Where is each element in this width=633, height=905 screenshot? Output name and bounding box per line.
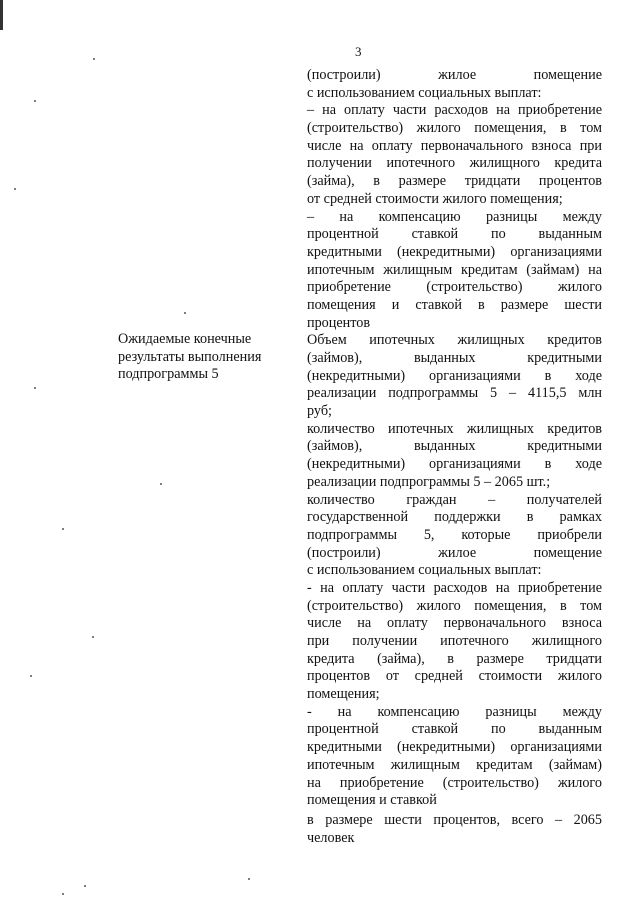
content-line: ипотечным жилищным кредитам (займам) [307, 756, 602, 773]
content-line: (займов), выданных кредитными [307, 350, 602, 366]
content-line: (построили) жилое помещение [307, 67, 602, 83]
content-line: с использованием социальных выплат: [307, 562, 542, 579]
content-line: кредитными (некредитными) организациями [307, 243, 602, 260]
content-line: числе на оплату первоначального взноса при [307, 137, 602, 154]
scan-edge-mark [0, 0, 3, 30]
scan-speck [14, 188, 16, 190]
table-cell-label [118, 330, 278, 383]
content-line: реализации подпрограммы 5 – 4115,5 млн [307, 385, 602, 402]
content-line: получении ипотечного жилищного кредита [307, 155, 602, 172]
label-line: результаты выполнения [118, 348, 262, 365]
content-line: государственной поддержки в рамках [307, 509, 602, 526]
scan-speck [248, 878, 250, 880]
content-line: помещения и ставкой в размере шести [307, 296, 602, 313]
content-line: руб; [307, 403, 332, 420]
content-line: – на оплату части расходов на приобретение [307, 102, 602, 119]
table-cell-content [307, 67, 602, 847]
content-line: (займов), выданных кредитными [307, 438, 602, 455]
content-line: от средней стоимости жилого помещения; [307, 190, 563, 207]
content-line: процентов [307, 314, 371, 331]
content-line: - на компенсацию разницы между [307, 703, 602, 720]
scan-speck [184, 312, 186, 314]
scan-speck [62, 893, 64, 895]
content-line: кредита (займа), в размере тридцати [307, 650, 602, 667]
content-line: кредитными (некредитными) организациями [307, 739, 602, 756]
content-line: подпрограммы 5, которые приобрели [307, 526, 602, 543]
content-line: (построили) жилое помещение [307, 544, 602, 561]
content-line: на приобретение (строительство) жилого [307, 774, 602, 791]
content-line: (займа), в размере тридцати процентов [307, 173, 602, 190]
content-line: реализации подпрограммы 5 – 2065 шт.; [307, 473, 551, 490]
content-line: количество ипотечных жилищных кредитов [307, 420, 602, 437]
content-line: ипотечным жилищным кредитам (займам) на [307, 261, 602, 278]
content-line: процентной ставкой по выданным [307, 226, 602, 243]
scan-speck [92, 636, 94, 638]
scan-speck [34, 387, 36, 389]
label-line: подпрограммы 5 [118, 366, 219, 383]
scan-speck [160, 483, 162, 485]
content-line: помещения и ставкой [307, 792, 437, 809]
content-line: - на оплату части расходов на приобретение [307, 579, 602, 596]
content-line: помещения; [307, 686, 380, 703]
content-line: числе на оплату первоначального взноса [307, 615, 602, 632]
content-line: количество граждан – получателей [307, 491, 602, 508]
content-line: (некредитными) организациями в ходе [307, 367, 602, 384]
content-line: процентной ставкой по выданным [307, 721, 602, 738]
content-line: процентов от средней стоимости жилого [307, 668, 602, 685]
content-line: (строительство) жилого помещения, в том [307, 597, 602, 614]
scan-speck [34, 100, 36, 102]
scan-speck [84, 885, 86, 887]
content-line: приобретение (строительство) жилого [307, 279, 602, 296]
content-line: (некредитными) организациями в ходе [307, 456, 602, 473]
content-line: (строительство) жилого помещения, в том [307, 120, 602, 137]
content-line: человек [307, 829, 355, 846]
content-line: при получении ипотечного жилищного [307, 633, 602, 649]
scan-speck [30, 675, 32, 677]
content-line: – на компенсацию разницы между [307, 208, 602, 225]
content-line: в размере шести процентов, всего – 2065 [307, 811, 602, 828]
content-line: с использованием социальных выплат: [307, 84, 542, 101]
page-number: 3 [355, 44, 362, 59]
content-line: Объем ипотечных жилищных кредитов [307, 332, 602, 349]
label-line: Ожидаемые конечные [118, 331, 252, 347]
scan-speck [62, 528, 64, 530]
scan-speck [93, 58, 95, 60]
